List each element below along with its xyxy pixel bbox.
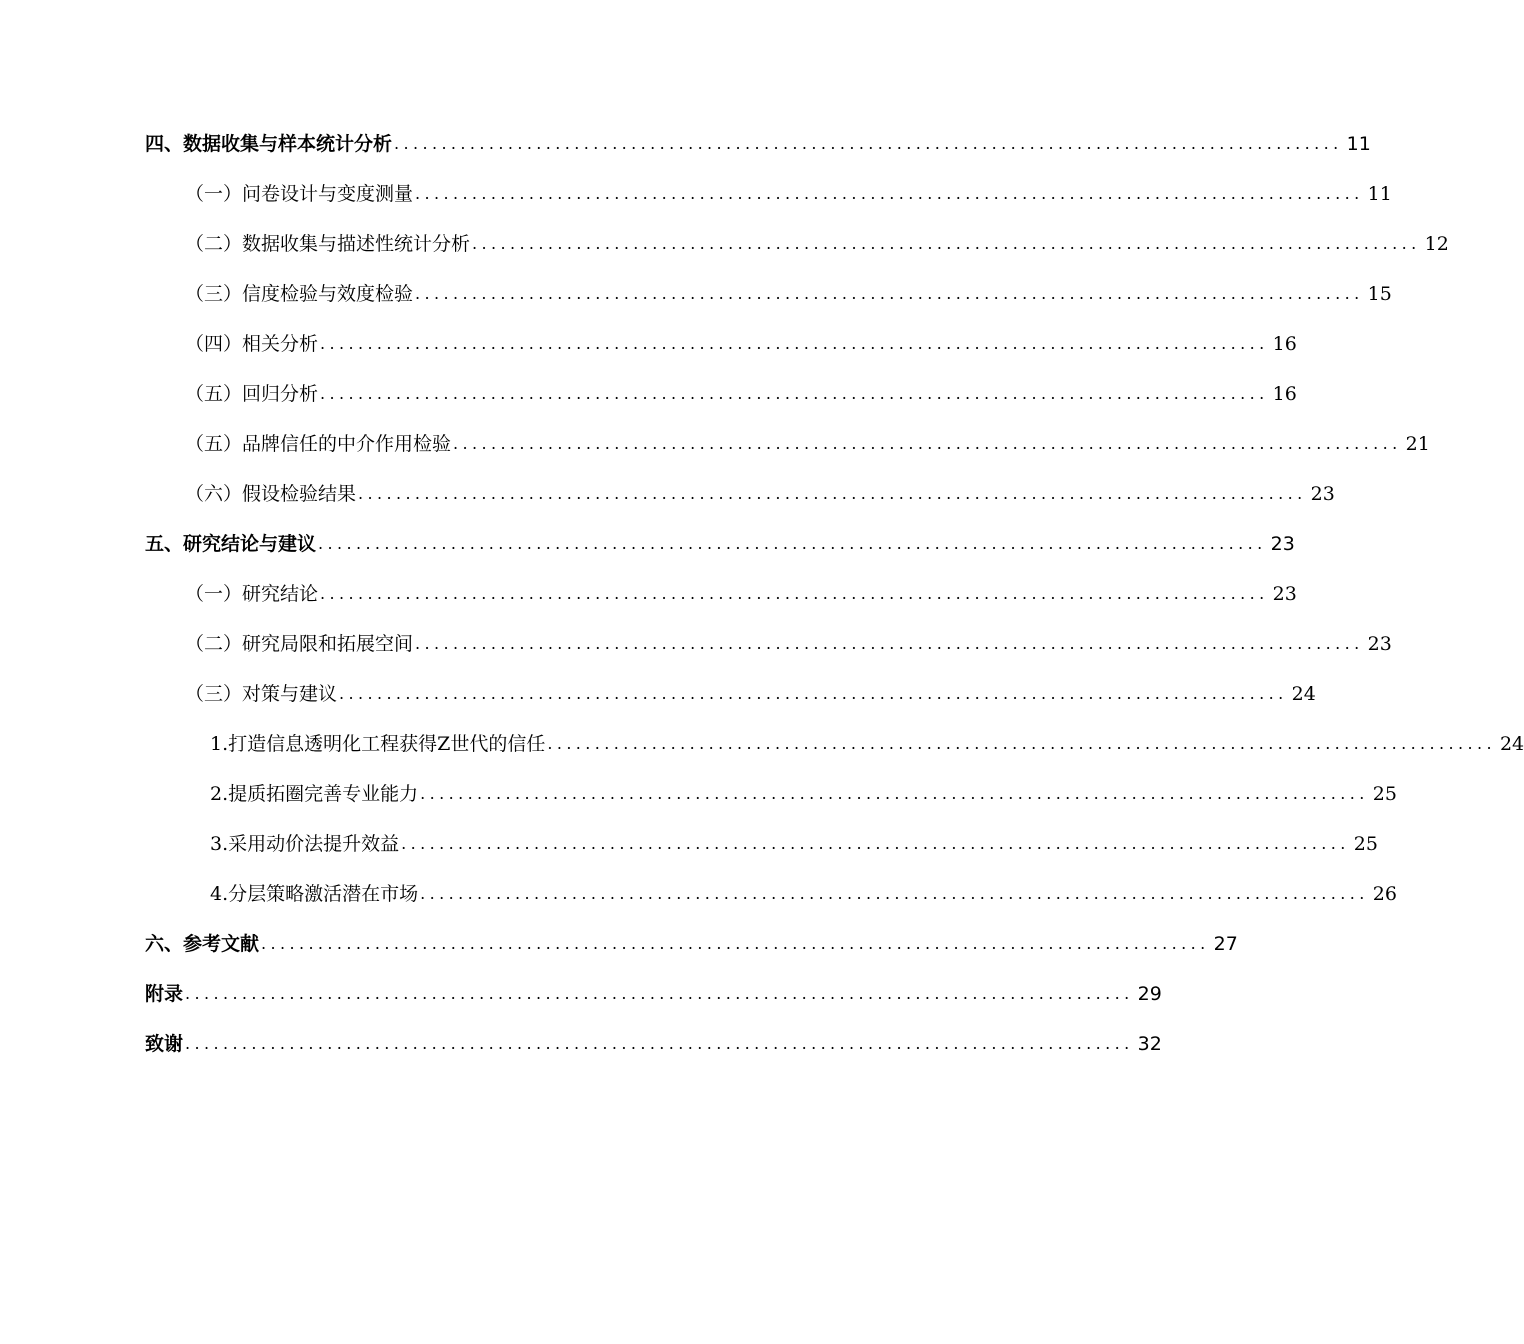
dot-leader: ....................................................................................................	[547, 734, 1496, 753]
toc-entry-section-6[interactable]	[145, 927, 1238, 957]
toc-entry-title: （六）假设检验结果	[185, 483, 357, 505]
toc-entry-title: 4.分层策略激活潜在市场	[210, 883, 419, 905]
toc-entry-title: （四）相关分析	[185, 333, 319, 355]
toc-entry-page: 23	[1367, 633, 1392, 655]
dot-leader: ....................................................................................................	[420, 884, 1369, 903]
toc-entry-page: 11	[1367, 183, 1392, 205]
toc-entry-page: 16	[1272, 383, 1297, 405]
toc-entry-section-5-3-2[interactable]	[210, 777, 1397, 807]
toc-entry-page: 12	[1424, 233, 1449, 255]
toc-entry-section-5-3[interactable]	[185, 677, 1316, 707]
toc-entry-page: 23	[1272, 583, 1297, 605]
toc-entry-page: 25	[1353, 833, 1378, 855]
dot-leader: ....................................................................................................	[261, 934, 1210, 953]
toc-entry-section-4-3[interactable]	[185, 277, 1392, 307]
toc-entry-section-5-3-4[interactable]	[210, 877, 1397, 907]
dot-leader: ....................................................................................................	[453, 434, 1402, 453]
toc-entry-page: 27	[1213, 933, 1238, 955]
toc-entry-page: 11	[1346, 133, 1371, 155]
toc-entry-title: 致谢	[145, 1033, 184, 1055]
toc-entry-section-5-1[interactable]	[185, 577, 1297, 607]
toc-entry-page: 25	[1372, 783, 1397, 805]
dot-leader: ....................................................................................................	[320, 584, 1269, 603]
dot-leader: ....................................................................................................	[339, 684, 1288, 703]
dot-leader: ....................................................................................................	[401, 834, 1350, 853]
toc-entry-page: 29	[1137, 983, 1162, 1005]
toc-entry-page: 23	[1310, 483, 1335, 505]
dot-leader: ....................................................................................................	[358, 484, 1307, 503]
toc-entry-section-5-3-1[interactable]	[210, 727, 1524, 757]
dot-leader: ....................................................................................................	[415, 184, 1364, 203]
toc-entry-title: （二）研究局限和拓展空间	[185, 633, 414, 655]
toc-entry-title: 2.提质拓圈完善专业能力	[210, 783, 419, 805]
toc-entry-page: 23	[1270, 533, 1295, 555]
dot-leader: ....................................................................................................	[320, 384, 1269, 403]
toc-entry-title: （二）数据收集与描述性统计分析	[185, 233, 471, 255]
toc-entry-title: （五）回归分析	[185, 383, 319, 405]
dot-leader: ....................................................................................................	[320, 334, 1269, 353]
toc-entry-section-4-2[interactable]	[185, 227, 1449, 257]
dot-leader: ....................................................................................................	[472, 234, 1421, 253]
toc-entry-appendix[interactable]	[145, 977, 1162, 1007]
toc-entry-page: 26	[1372, 883, 1397, 905]
toc-entry-page: 15	[1367, 283, 1392, 305]
toc-entry-title: 附录	[145, 983, 184, 1005]
toc-entry-section-4-4[interactable]	[185, 327, 1297, 357]
toc-entry-title: 六、参考文献	[145, 933, 260, 955]
toc-entry-title: （一）问卷设计与变度测量	[185, 183, 414, 205]
toc-entry-page: 21	[1405, 433, 1430, 455]
toc-entry-section-4-5b[interactable]	[185, 427, 1430, 457]
toc-entry-section-5-3-3[interactable]	[210, 827, 1378, 857]
toc-entry-acknowledgements[interactable]	[145, 1027, 1162, 1057]
dot-leader: ....................................................................................................	[415, 634, 1364, 653]
toc-entry-section-4-6[interactable]	[185, 477, 1335, 507]
toc-entry-page: 24	[1291, 683, 1316, 705]
dot-leader: ....................................................................................................	[394, 134, 1343, 153]
toc-entry-section-4[interactable]	[145, 127, 1371, 157]
dot-leader: ....................................................................................................	[185, 984, 1134, 1003]
toc-entry-section-5[interactable]	[145, 527, 1295, 557]
dot-leader: ....................................................................................................	[420, 784, 1369, 803]
toc-entry-page: 16	[1272, 333, 1297, 355]
dot-leader: ....................................................................................................	[318, 534, 1267, 553]
toc-entry-title: 五、研究结论与建议	[145, 533, 317, 555]
toc-entry-section-4-5[interactable]	[185, 377, 1297, 407]
toc-entry-title: （三）信度检验与效度检验	[185, 283, 414, 305]
toc-entry-title: （五）品牌信任的中介作用检验	[185, 433, 452, 455]
toc-entry-section-4-1[interactable]	[185, 177, 1392, 207]
dot-leader: ....................................................................................................	[415, 284, 1364, 303]
toc-entry-title: 四、数据收集与样本统计分析	[145, 133, 393, 155]
toc-entry-section-5-2[interactable]	[185, 627, 1392, 657]
toc-entry-title: 3.采用动价法提升效益	[210, 833, 400, 855]
toc-entry-page: 32	[1137, 1033, 1162, 1055]
toc-entry-title: （三）对策与建议	[185, 683, 338, 705]
toc-entry-title: 1.打造信息透明化工程获得Z世代的信任	[210, 733, 546, 755]
dot-leader: ....................................................................................................	[185, 1034, 1134, 1053]
toc-entry-title: （一）研究结论	[185, 583, 319, 605]
toc-entry-page: 24	[1499, 733, 1524, 755]
